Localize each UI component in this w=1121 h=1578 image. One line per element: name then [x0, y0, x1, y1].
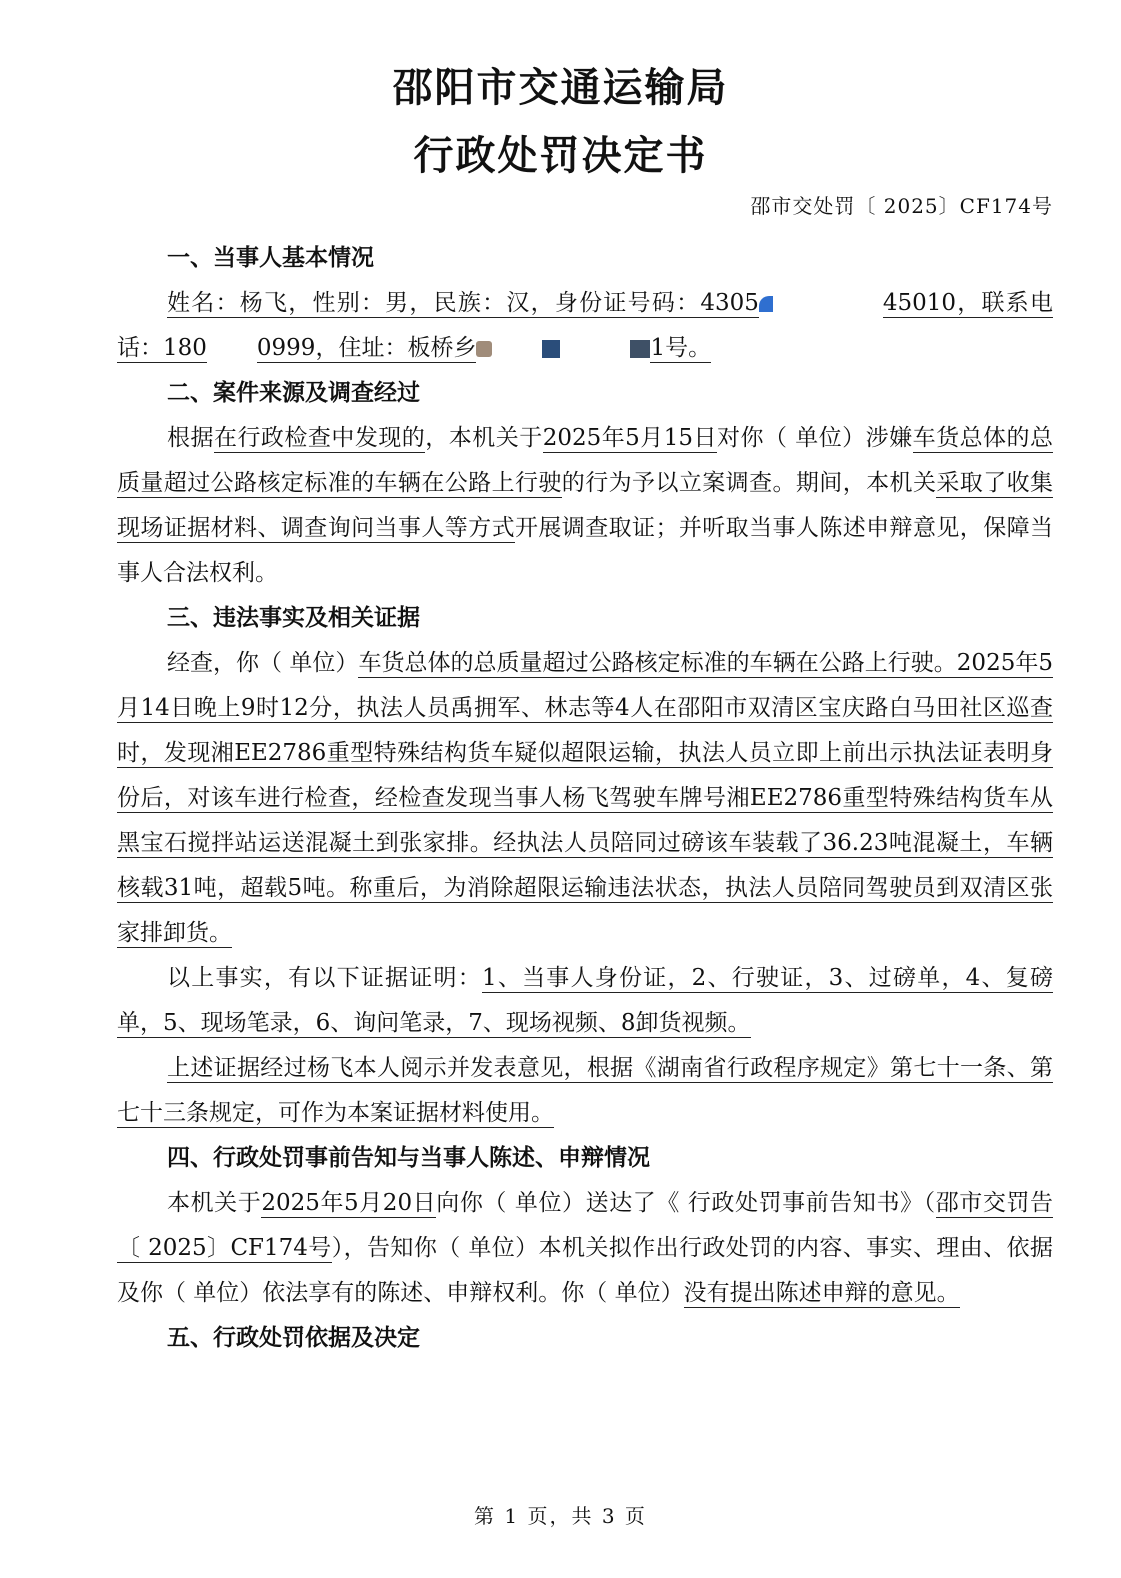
case-filing-date: 2025年5月15日: [542, 425, 717, 451]
investigation-method: 采取了收集现场证据材料、调查询问当事人等方式: [117, 470, 1054, 541]
defense-status: 没有提出陈述申辩的意见。: [683, 1280, 960, 1306]
party-info-part-c: 话：180: [117, 335, 207, 361]
section-4-heading: 四、行政处罚事前告知与当事人陈述、申辩情况: [167, 1145, 650, 1171]
evidence-paragraph: [117, 956, 1053, 1046]
notice-paragraph: [117, 1181, 1053, 1316]
page-footer: 第 1 页，共 3 页: [474, 1504, 647, 1528]
section-3-heading: 三、违法事实及相关证据: [167, 605, 420, 631]
section-2-heading: 二、案件来源及调查经过: [167, 380, 420, 406]
redaction-blank: [773, 292, 883, 316]
redaction-blank: [207, 337, 257, 361]
text-run: 以上事实，有以下证据证明：: [167, 965, 482, 991]
redaction-mark: [476, 341, 492, 357]
document-number: 邵市交处罚〔 2025〕CF174号: [750, 194, 1053, 218]
text-run: ，本机关于: [425, 425, 543, 451]
document-body: [117, 236, 1053, 1361]
redaction-mark: [630, 340, 650, 358]
case-source-method: 在行政检查中发现的: [213, 425, 426, 451]
section-1-heading: 一、当事人基本情况: [167, 245, 374, 271]
redaction-blank: [560, 337, 630, 361]
notice-date: 2025年5月20日: [261, 1190, 437, 1216]
document-title: 邵阳市交通运输局: [392, 65, 729, 111]
case-source-paragraph: [117, 416, 1053, 596]
evidence-basis-paragraph: [117, 1046, 1053, 1136]
text-run: 根据: [167, 425, 214, 451]
facts-paragraph: [117, 641, 1053, 956]
text-run: 对你（ 单位）涉嫌: [717, 425, 913, 451]
document-subtitle: 行政处罚决定书: [413, 133, 708, 179]
text-run: 开展调查取证；并听取当事人陈述申辩意见，保障当事人合法权利。: [117, 515, 1054, 586]
redaction-mark: [759, 296, 773, 312]
text-run: 经查，你（ 单位）: [167, 650, 359, 676]
suspected-violation: 车货总体的总质量超过公路核定标准的车辆在公路上行驶: [117, 425, 1054, 496]
section-5-heading: 五、行政处罚依据及决定: [167, 1325, 420, 1351]
party-info-part-a: 姓名：杨飞，性别：男，民族：汉，身份证号码：4305: [167, 290, 759, 316]
evidence-basis: 上述证据经过杨飞本人阅示并发表意见，根据《湖南省行政程序规定》第七十一条、第七十三条规定，可作为本案证据材料使用。: [117, 1055, 1053, 1126]
redaction-mark: [542, 340, 560, 358]
text-run: 本机关于: [167, 1190, 262, 1216]
redaction-blank: [492, 337, 542, 361]
text-run: 的行为予以立案调查。期间，本机关: [561, 470, 937, 496]
party-info-part-d: 0999，住址：板桥乡: [256, 335, 477, 361]
evidence-list: 1、当事人身份证，2、行驶证，3、过磅单，4、复磅单，5、现场笔录，6、询问笔录，7、现场视频、8卸货视频。: [117, 965, 1054, 1036]
text-run: 向你（ 单位）送达了《 行政处罚事前告知书》（: [436, 1190, 936, 1216]
violation-facts: 车货总体的总质量超过公路核定标准的车辆在公路上行驶。2025年5月14日晚上9时12分，执法人员禹拥军、林志等4人在邵阳市双清区宝庆路白马田社区巡查时，发现湘EE2786重型特殊结构货车疑似超限运输，执法人员立即上前出示执法证表明身份后，对该车进行检查，经检查发现当事人杨飞驾驶车牌号湘EE2786重型特殊结构货车从黑宝石搅拌站运送混凝土到张家排。经执法人员陪同过磅该车装载了36.23吨混凝土，车辆核载31吨，超载5吨。称重后，为消除超限运输违法状态，执法人员陪同驾驶员到双清区张家排卸货。: [117, 650, 1053, 946]
party-info-paragraph: [117, 281, 1053, 371]
party-info-part-e: 1号。: [650, 335, 712, 361]
party-info-part-b: 45010，联系电: [882, 290, 1053, 316]
notice-number: 邵市交罚告〔 2025〕CF174号: [117, 1190, 1054, 1261]
text-run: ），告知你（ 单位）本机关拟作出行政处罚的内容、事实、理由、依据及你（ 单位）依法享有的陈述、申辩权利。你（ 单位）: [117, 1235, 1053, 1306]
